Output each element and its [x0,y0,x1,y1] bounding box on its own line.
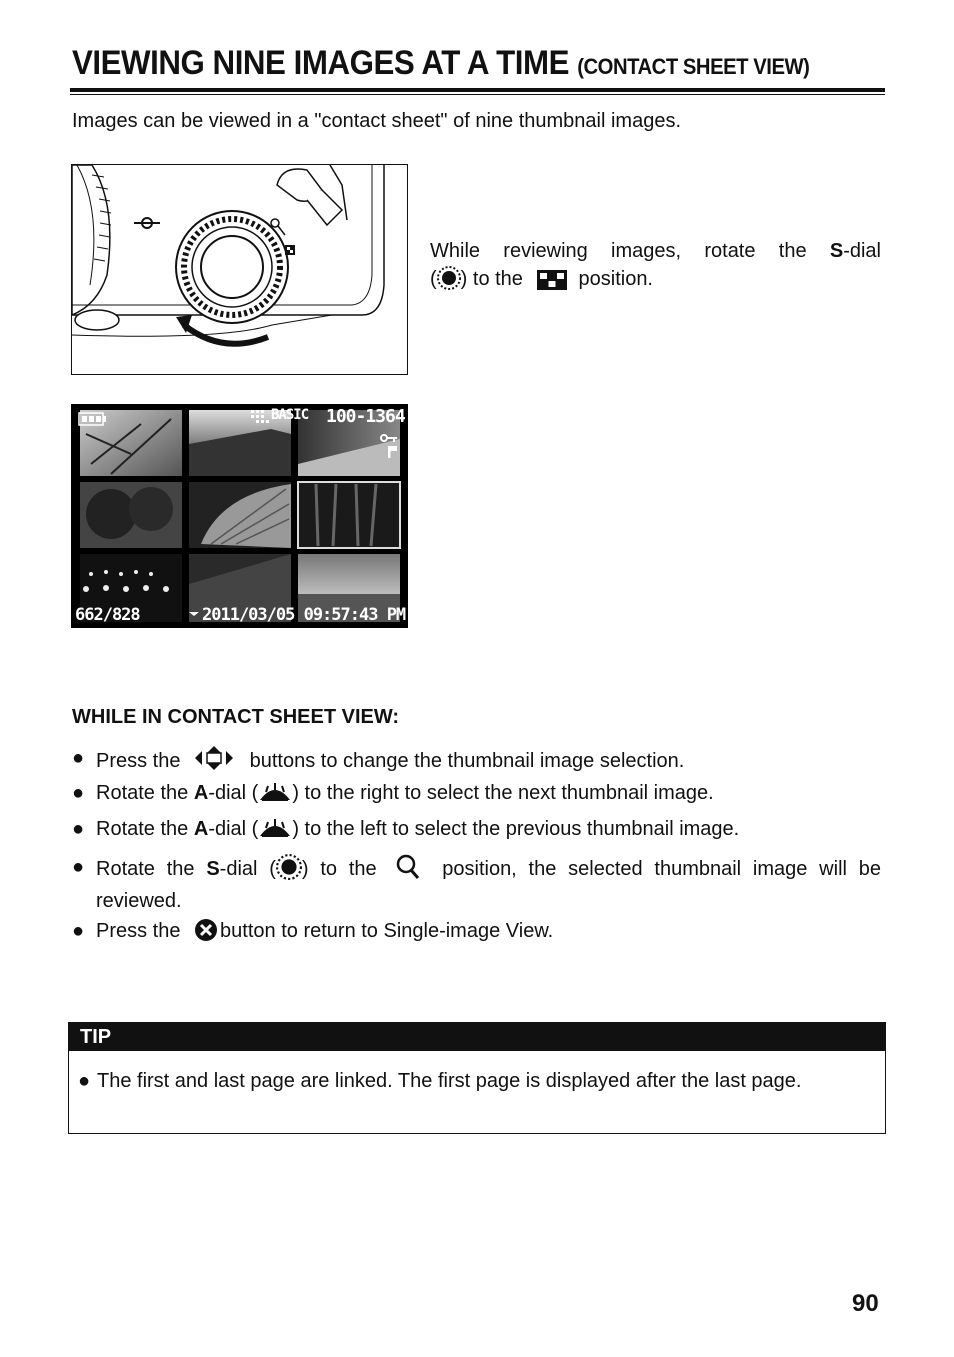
contact-sheet-icon [537,270,567,298]
instruction-text: While reviewing images, rotate the [430,240,807,262]
camera-dial-drawing [72,165,407,374]
thumbnail-grid [71,404,408,628]
instruction-text: ) to the [460,268,523,290]
a-dial-icon [258,782,292,810]
title-main: VIEWING NINE IMAGES AT A TIME [72,44,570,82]
bullet-dot: ● [72,782,85,804]
s-dial-icon [437,266,461,298]
bullet-item: ● Rotate the S-dial ( ) to the position, the selected thumbnail image will be reviewed. [72,856,881,912]
cancel-button-icon [194,918,218,950]
bullet-dot: ● [72,920,85,942]
instruction-text: ( [430,268,437,290]
instruction-line-2 [430,266,881,298]
bullet-dot: ● [78,1070,91,1092]
tip-text: ● The first and last page are linked. The first page is displayed after the last page. [78,1070,802,1092]
bullet-dot: ● [72,818,85,840]
camera-dial-illustration [71,164,408,375]
selected-thumbnail [298,482,400,548]
instruction-dial-letter: S [829,240,844,262]
date-time: 2011/03/05 09:57:43 PM [202,605,406,625]
page-number: 90 [852,1290,879,1317]
frame-counter: 662/828 [75,605,140,625]
bullet-dot: ● [72,856,85,878]
magnifier-icon [396,854,420,888]
instruction-text: -dial [843,240,881,262]
instruction-line-1 [430,238,881,265]
tip-header-bar [69,1023,885,1051]
intro-text: Images can be viewed in a "contact sheet" of nine thumbnail images. [72,110,681,132]
title-sub: (CONTACT SHEET VIEW) [577,54,810,79]
section-heading: WHILE IN CONTACT SHEET VIEW: [72,706,400,728]
page-title [72,44,822,83]
bullet-item: ● Rotate the A-dial ( ) to the left to select the previous thumbnail image. [72,816,881,846]
lcd-contact-sheet-screen [71,404,408,628]
bullet-item: ● Rotate the A-dial ( ) to the right to select the next thumbnail image. [72,780,881,810]
s-dial-icon [276,854,302,888]
a-dial-icon [258,818,292,846]
four-way-arrows-icon [194,745,234,779]
tip-label: TIP [80,1026,112,1048]
quality-label: BASIC [271,407,309,423]
file-number: 100-1364 [326,406,405,427]
bullet-dot: ● [72,747,85,769]
title-rule-thick [70,88,885,92]
bullet-item: ● Press the buttons to change the thumbnail image selection. [72,745,881,779]
instruction-text: position. [578,268,653,290]
thumbnail [80,410,182,476]
title-rule-thin [70,94,885,95]
bullet-item: ● Press the button to return to Single-image View. [72,918,881,950]
